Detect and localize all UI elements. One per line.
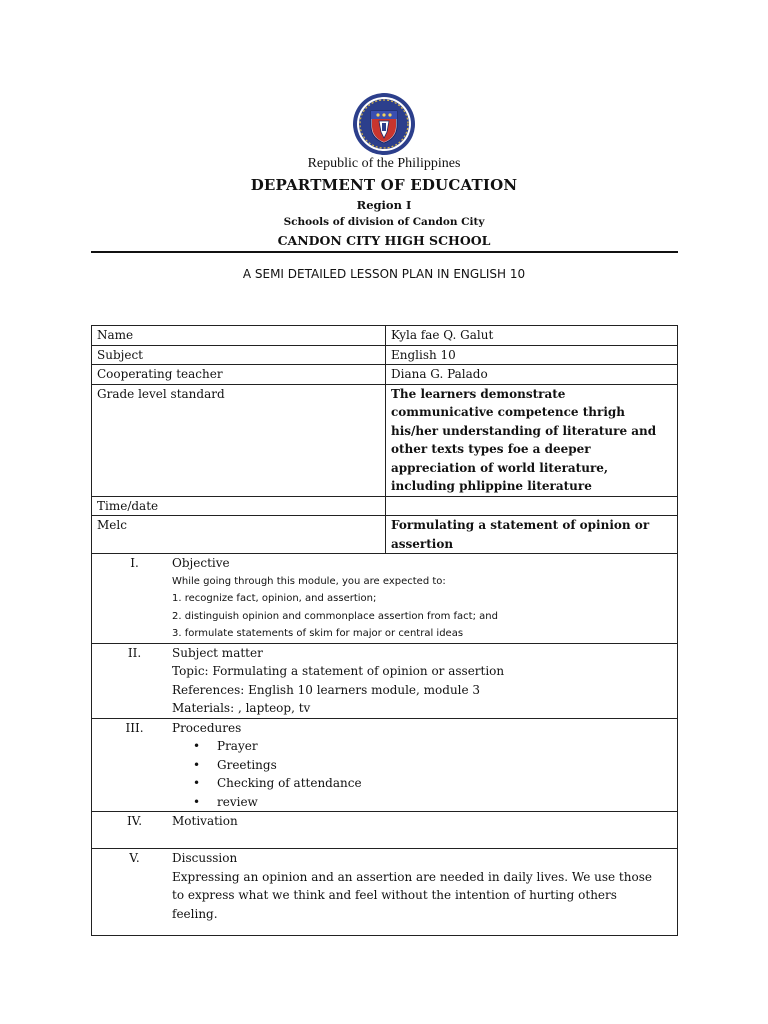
- teacher-label: Cooperating teacher: [92, 365, 386, 385]
- list-item: • review: [217, 793, 664, 812]
- section-title: Discussion: [172, 851, 238, 865]
- table-row: [92, 516, 678, 554]
- objective-item: 2. distinguish opinion and commonplace assertion from fact; and: [172, 610, 498, 622]
- section-title: Procedures: [172, 720, 242, 735]
- table-row: [92, 384, 678, 496]
- motivation-section: [92, 812, 678, 849]
- division-text: Schools of division of Candon City: [283, 216, 485, 228]
- subject-label: Subject: [92, 345, 386, 365]
- school-name: CANDON CITY HIGH SCHOOL: [277, 233, 491, 248]
- standard-label: Grade level standard: [92, 384, 386, 496]
- department-title: DEPARTMENT OF EDUCATION: [250, 176, 518, 194]
- melc-value: Formulating a statement of opinion or assertion: [386, 516, 678, 554]
- section-number: I.: [130, 556, 139, 570]
- melc-label: Melc: [92, 516, 386, 554]
- section-title: Motivation: [172, 814, 238, 828]
- discussion-text: Expressing an opinion and an assertion are needed in daily lives. We use those to express what we think and feel without the intention of hurting others feeling.: [172, 869, 652, 921]
- subject-value: English 10: [386, 345, 678, 365]
- list-item: • Checking of attendance: [217, 774, 664, 793]
- section-number: II.: [127, 645, 142, 660]
- deped-seal-icon: [352, 92, 416, 156]
- header-divider: [91, 251, 678, 253]
- objective-item: 1. recognize fact, opinion, and assertion;: [172, 593, 377, 604]
- standard-value: The learners demonstrate communicative competence thrigh his/her understanding of literature and other texts types foe a deeper appreciation of world literature, including phlippine literature: [386, 384, 678, 496]
- lesson-plan-table: [91, 325, 678, 936]
- subject-matter-section: [92, 643, 678, 718]
- objective-item: 3. formulate statements of skim for major or central ideas: [172, 628, 464, 639]
- section-number: III.: [125, 720, 144, 735]
- table-row: [92, 345, 678, 365]
- section-number: IV.: [126, 814, 143, 828]
- table-row: [92, 365, 678, 385]
- time-label: Time/date: [92, 496, 386, 516]
- republic-text: Republic of the Philippines: [307, 156, 461, 171]
- materials-text: Materials: , lapteop, tv: [172, 701, 311, 715]
- section-number: V.: [129, 851, 140, 865]
- procedures-section: [92, 718, 678, 812]
- table-row: [92, 326, 678, 346]
- section-title: Subject matter: [172, 645, 263, 660]
- time-value: [386, 496, 678, 516]
- region-text: Region I: [356, 198, 412, 212]
- topic-text: Topic: Formulating a statement of opinion or assertion: [172, 664, 505, 678]
- procedures-list: [172, 737, 664, 811]
- section-title: Objective: [172, 556, 230, 570]
- table-row: [92, 496, 678, 516]
- teacher-value: Diana G. Palado: [386, 365, 678, 385]
- list-item: • Greetings: [217, 756, 664, 775]
- name-label: Name: [92, 326, 386, 346]
- objective-section: [92, 554, 678, 644]
- references-text: References: English 10 learners module, module 3: [172, 682, 481, 697]
- lesson-plan-title: A SEMI DETAILED LESSON PLAN IN ENGLISH 10: [242, 267, 526, 281]
- list-item: • Prayer: [217, 737, 664, 756]
- discussion-section: [92, 849, 678, 936]
- name-value: Kyla fae Q. Galut: [386, 326, 678, 346]
- objective-intro: While going through this module, you are expected to:: [172, 575, 446, 587]
